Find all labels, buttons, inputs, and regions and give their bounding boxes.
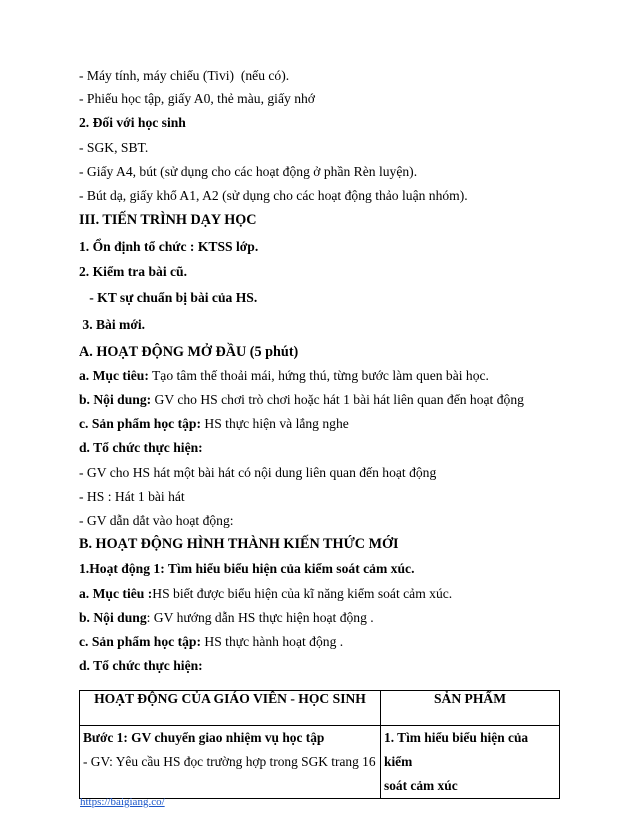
document-line: [79, 415, 349, 433]
teacher-student-cell: [80, 726, 381, 799]
line-text: - Giấy A4, bút (sử dụng cho các hoạt động ở phần Rèn luyện).: [79, 164, 418, 179]
line-text: - HS : Hát 1 bài hát: [79, 489, 185, 504]
line-text: 2. Đối với học sinh: [79, 115, 186, 130]
table-header-row: [80, 691, 560, 726]
document-line: [79, 391, 524, 409]
footer-link[interactable]: https://baigiang.co/: [80, 796, 165, 808]
line-text: 1. Ổn định tổ chức : KTSS lớp.: [79, 239, 259, 254]
line-text: Tạo tâm thế thoải mái, hứng thú, từng bước làm quen bài học.: [148, 368, 489, 383]
document-line: [79, 139, 148, 157]
document-line: [79, 343, 298, 361]
section-heading: B. HOẠT ĐỘNG HÌNH THÀNH KIẾN THỨC MỚI: [79, 536, 399, 552]
activity-table: [79, 690, 560, 799]
document-line: [79, 238, 258, 256]
line-label: c. Sản phẩm học tập:: [79, 416, 201, 431]
line-text: HS thực hành hoạt động .: [201, 634, 344, 649]
line-text: GV cho HS chơi trò chơi hoặc hát 1 bài hát liên quan đến hoạt động: [151, 392, 524, 407]
document-line: [79, 211, 257, 229]
line-label: b. Nội dung: [79, 610, 147, 625]
line-text: 3. Bài mới.: [79, 317, 146, 332]
line-label: c. Sản phẩm học tập:: [79, 634, 201, 649]
section-heading: A. HOẠT ĐỘNG MỞ ĐẦU (5 phút): [79, 344, 299, 360]
document-line: [79, 633, 343, 651]
document-line: [79, 609, 374, 627]
document-line: [79, 367, 489, 385]
line-text: - SGK, SBT.: [79, 140, 149, 155]
product-line-1: 1. Tìm hiểu biểu hiện của kiểm: [384, 730, 529, 769]
document-line: [79, 657, 203, 675]
document-line: [79, 316, 145, 334]
document-line: [79, 439, 203, 457]
document-line: [79, 163, 417, 181]
document-line: [79, 464, 436, 482]
document-line: [79, 585, 452, 603]
line-text: d. Tổ chức thực hiện:: [79, 658, 203, 673]
line-text: - Bút dạ, giấy khổ A1, A2 (sử dụng cho các hoạt động thảo luận nhóm).: [79, 188, 468, 203]
product-cell: [381, 726, 560, 799]
document-line: [79, 114, 186, 132]
document-line: [79, 488, 185, 506]
document-line: [79, 512, 234, 530]
line-text: - GV dẫn dắt vào hoạt động:: [79, 513, 234, 528]
line-label: b. Nội dung:: [79, 392, 152, 407]
line-text: - Máy tính, máy chiếu (Tivi) (nếu có).: [79, 68, 290, 83]
table-row: [80, 726, 560, 799]
document-line: [79, 535, 399, 553]
line-text: 1.Hoạt động 1: Tìm hiểu biểu hiện của kiểm soát cảm xúc.: [79, 561, 415, 576]
line-label: a. Mục tiêu :: [79, 586, 153, 601]
document-line: [79, 263, 187, 281]
document-line: [79, 90, 315, 108]
line-text: 2. Kiểm tra bài cũ.: [79, 264, 187, 279]
header-product: SẢN PHẨM: [381, 691, 560, 726]
line-label: a. Mục tiêu:: [79, 368, 149, 383]
document-line: [79, 187, 468, 205]
step-title: Bước 1: GV chuyển giao nhiệm vụ học tập: [83, 730, 325, 745]
line-text: d. Tổ chức thực hiện:: [79, 440, 203, 455]
product-line-2: soát cảm xúc: [384, 778, 458, 793]
header-teacher-student: HOẠT ĐỘNG CỦA GIÁO VIÊN - HỌC SINH: [80, 691, 381, 726]
line-text: - KT sự chuẩn bị bài của HS.: [79, 290, 258, 305]
line-text: HS thực hiện và lắng nghe: [201, 416, 349, 431]
line-text: : GV hướng dẫn HS thực hiện hoạt động .: [146, 610, 374, 625]
line-text: - Phiếu học tập, giấy A0, thẻ màu, giấy nhớ: [79, 91, 315, 106]
document-line: [79, 67, 289, 85]
section-heading: III. TIẾN TRÌNH DẠY HỌC: [79, 212, 257, 228]
line-text: HS biết được biểu hiện của kĩ năng kiểm soát cảm xúc.: [152, 586, 453, 601]
step-text: - GV: Yêu cầu HS đọc trường hợp trong SGK trang 16: [83, 754, 376, 769]
document-line: [79, 289, 257, 307]
line-text: - GV cho HS hát một bài hát có nội dung liên quan đến hoạt động: [79, 465, 437, 480]
document-line: [79, 560, 414, 578]
